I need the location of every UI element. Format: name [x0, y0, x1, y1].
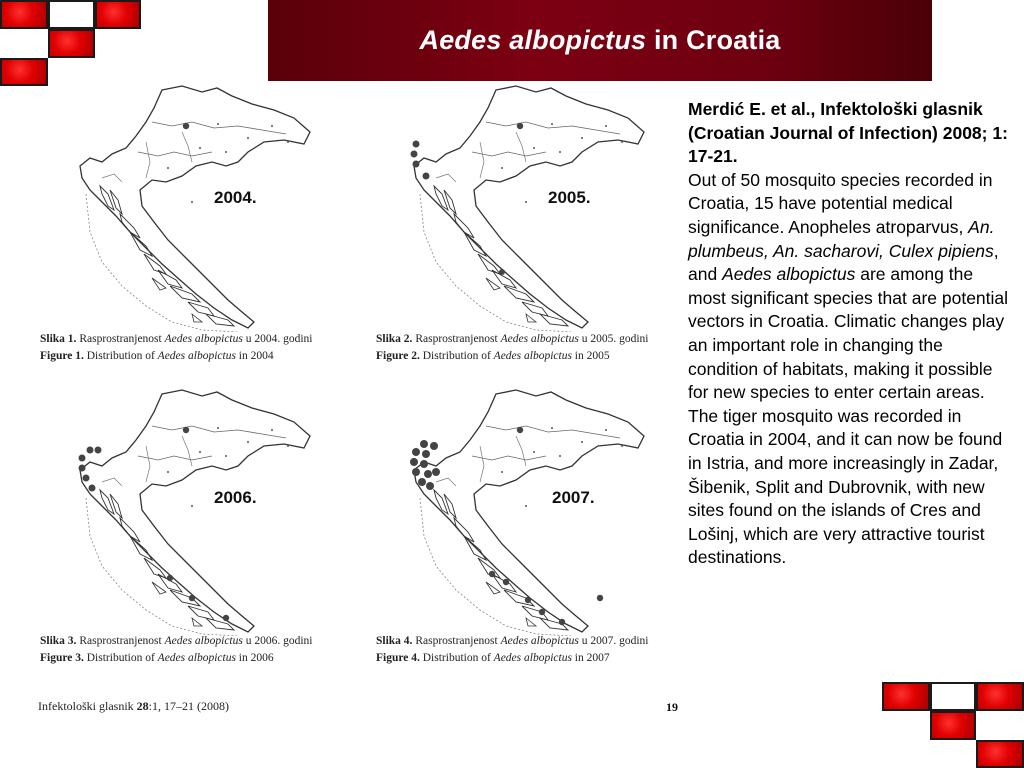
occurrence-dot	[89, 485, 96, 492]
croatia-map-image	[42, 82, 332, 332]
occurrence-dot	[79, 455, 86, 462]
deco-square	[48, 0, 95, 29]
caption-species: Aedes albopictus	[500, 333, 579, 345]
title-bar	[268, 0, 932, 81]
body-text: Out of 50 mosquito species recorded in Croatia, 15 have potential medical significance. Anopheles atroparvus,	[688, 169, 993, 237]
caption-text: Rasprostranjenost	[76, 635, 165, 647]
map-2006	[42, 386, 332, 636]
caption-text: Distribution of	[83, 652, 158, 664]
occurrence-dot	[83, 475, 90, 482]
caption-number: Slika 3.	[40, 635, 77, 647]
caption-number: Figure 2.	[376, 350, 420, 362]
title-species: Aedes albopictus	[419, 25, 647, 55]
deco-square	[882, 682, 930, 711]
occurrence-dot	[426, 482, 434, 490]
caption-text: in 2006	[235, 652, 274, 664]
croatia-map-image	[376, 386, 666, 636]
occurrence-dot	[499, 269, 505, 275]
occurrence-dot	[489, 571, 495, 577]
occurrence-dot	[525, 597, 531, 603]
caption-text: Distribution of	[419, 652, 494, 664]
map-2005	[376, 82, 666, 332]
caption-text: u 2006. godini	[242, 635, 313, 647]
title-rest: in Croatia	[646, 25, 781, 55]
occurrence-dot	[597, 595, 603, 601]
occurrence-dot	[422, 450, 430, 458]
occurrence-dot	[223, 615, 229, 621]
deco-square	[95, 0, 141, 29]
occurrence-dot	[411, 151, 418, 158]
deco-square	[930, 682, 976, 711]
caption-number: Figure 3.	[40, 652, 84, 664]
deco-square	[976, 682, 1024, 711]
caption-species: Aedes albopictus	[164, 635, 243, 647]
body-text: are among the most significant species that are potential vectors in Croatia. Climatic changes play an important role in changing the condition of habitats, making it possible for new species to enter certain areas. The tiger mosquito was recorded in Croatia in 2004, and it can now be found in Istria, and more increasingly in Zadar, Šibenik, Split and Dubrovnik, with new sites found on the islands of Cres and Lošinj, which are very attractive tourist destinations.	[688, 264, 1009, 568]
deco-square	[0, 0, 48, 29]
map-caption-3	[40, 633, 312, 667]
body-text: , and	[688, 240, 999, 285]
caption-species: Aedes albopictus	[157, 350, 236, 362]
caption-species: Aedes albopictus	[500, 635, 579, 647]
deco-square	[48, 29, 95, 58]
description-text	[688, 98, 1014, 570]
citation-issue: :1, 17–21 (2008)	[148, 699, 229, 713]
deco-square	[930, 711, 976, 740]
caption-text: Distribution of	[83, 350, 158, 362]
body-species: Aedes albopictus	[722, 264, 856, 285]
occurrence-dot	[423, 173, 430, 180]
map-caption-2	[376, 331, 648, 365]
journal-citation	[38, 699, 229, 714]
croatia-map-image	[42, 386, 332, 636]
body-paragraph	[688, 169, 1014, 570]
occurrence-dot	[413, 161, 420, 168]
occurrence-dot	[418, 478, 426, 486]
caption-number: Slika 1.	[40, 333, 77, 345]
occurrence-dot	[420, 460, 428, 468]
caption-text: in 2004	[235, 350, 274, 362]
occurrence-dot	[79, 465, 86, 472]
occurrence-dot	[167, 575, 173, 581]
year-label: 2007.	[552, 488, 595, 507]
occurrence-dot	[183, 123, 189, 129]
occurrence-dot	[517, 427, 523, 433]
year-label: 2004.	[214, 188, 257, 207]
map-2007	[376, 386, 666, 636]
caption-text: u 2005. godini	[578, 333, 649, 345]
deco-square	[976, 740, 1024, 768]
caption-number: Slika 2.	[376, 333, 413, 345]
occurrence-dot	[410, 458, 418, 466]
occurrence-dot	[95, 447, 102, 454]
map-caption-1	[40, 331, 312, 365]
deco-square	[0, 58, 48, 86]
occurrence-dot	[412, 468, 420, 476]
caption-text: in 2007	[571, 652, 610, 664]
occurrence-dot	[517, 123, 523, 129]
year-label: 2005.	[548, 188, 591, 207]
map-caption-4	[376, 633, 648, 667]
caption-text: Rasprostranjenost	[412, 333, 501, 345]
caption-text: u 2007. godini	[578, 635, 649, 647]
occurrence-dot	[87, 447, 94, 454]
occurrence-dot	[412, 448, 420, 456]
reference: Merdić E. et al., Infektološki glasnik (Croatian Journal of Infection) 2008; 1: 17-21.	[688, 99, 1008, 167]
citation-journal: Infektološki glasnik	[38, 699, 137, 713]
occurrence-dot	[183, 427, 189, 433]
occurrence-dot	[420, 440, 428, 448]
caption-text: in 2005	[571, 350, 610, 362]
caption-number: Slika 4.	[376, 635, 413, 647]
slide-title	[420, 25, 781, 56]
caption-species: Aedes albopictus	[164, 333, 243, 345]
occurrence-dot	[432, 468, 440, 476]
caption-text: u 2004. godini	[242, 333, 313, 345]
croatia-map-image	[376, 82, 666, 332]
body-species-list: An. plumbeus, An. sacharovi, Culex pipiens	[688, 216, 995, 261]
caption-text: Distribution of	[419, 350, 494, 362]
caption-species: Aedes albopictus	[493, 652, 572, 664]
page-number: 19	[666, 700, 678, 714]
occurrence-dot	[559, 619, 565, 625]
occurrence-dot	[189, 595, 195, 601]
citation-volume: 28	[136, 699, 149, 713]
occurrence-dot	[503, 579, 509, 585]
caption-species: Aedes albopictus	[493, 350, 572, 362]
year-label: 2006.	[214, 488, 257, 507]
occurrence-dot	[413, 141, 420, 148]
caption-species: Aedes albopictus	[157, 652, 236, 664]
caption-text: Rasprostranjenost	[76, 333, 165, 345]
caption-number: Figure 1.	[40, 350, 84, 362]
occurrence-dot	[424, 470, 432, 478]
map-2004	[42, 82, 332, 332]
occurrence-dot	[539, 609, 545, 615]
caption-number: Figure 4.	[376, 652, 420, 664]
caption-text: Rasprostranjenost	[412, 635, 501, 647]
occurrence-dot	[430, 442, 438, 450]
